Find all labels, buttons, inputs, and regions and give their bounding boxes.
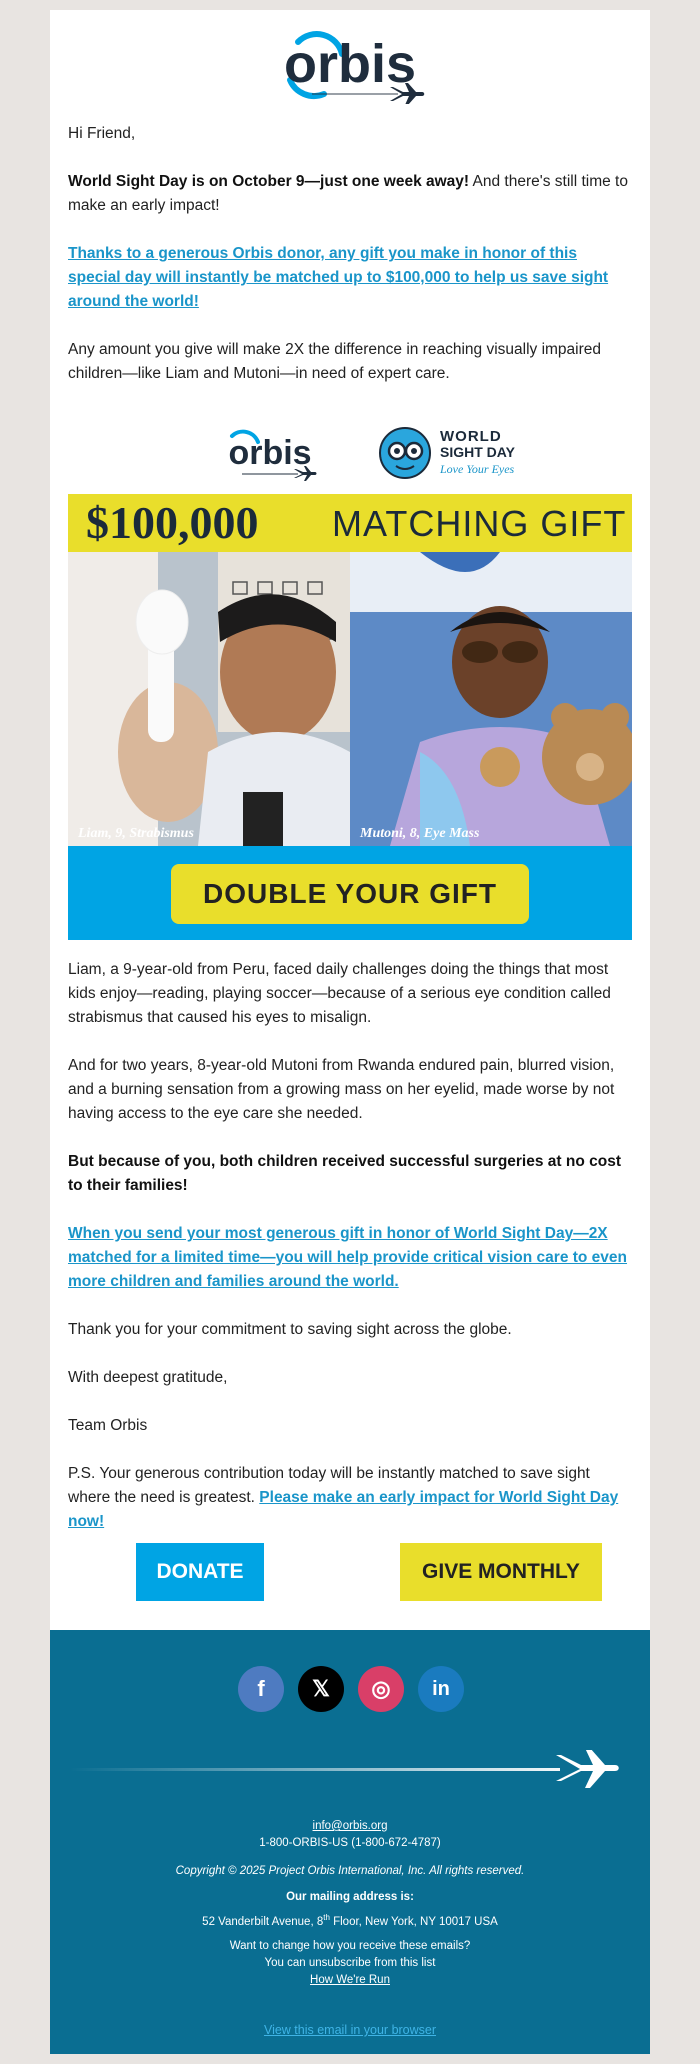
liam-paragraph: Liam, a 9-year-old from Peru, faced daily challenges doing the things that most kids enjoy—reading, playing soccer—because of a serious eye condition called strabismus that caused his eyes to misalign. — [68, 961, 611, 1026]
matching-gift-banner[interactable] — [68, 494, 632, 940]
match-paragraph — [68, 242, 632, 314]
banner-matching-label: MATCHING GIFT — [332, 503, 627, 544]
footer-email-link[interactable]: info@orbis.org — [312, 1820, 388, 1832]
ps-link[interactable]: Please make an early impact for World Sight Day now! — [68, 1489, 619, 1530]
intro-paragraph — [68, 170, 632, 218]
footer-mailing-label: Our mailing address is: — [286, 1891, 414, 1903]
footer-address: 52 Vanderbilt Avenue, 8th Floor, New York, NY 10017 USA — [202, 1913, 498, 1928]
email-body — [50, 10, 650, 2054]
orbis-logo-graphic — [50, 24, 650, 104]
linkedin-icon[interactable]: in — [418, 1666, 464, 1712]
footer-change-text: Want to change how you receive these emails? — [229, 1940, 471, 1952]
footer-unsubscribe-link[interactable]: You can unsubscribe from this list — [264, 1957, 436, 1969]
give-monthly-button[interactable]: GIVE MONTHLY — [400, 1543, 602, 1601]
send-gift-paragraph — [68, 1222, 632, 1294]
double-your-gift-button[interactable]: DOUBLE YOUR GIFT — [171, 864, 529, 924]
thanks-paragraph: Thank you for your commitment to saving sight across the globe. — [68, 1321, 512, 1338]
banner-header — [68, 494, 632, 552]
surgery-paragraph: But because of you, both children received successful surgeries at no cost to their families! — [68, 1153, 621, 1194]
banner-amount: $100,000 — [86, 497, 259, 548]
intro-bold: World Sight Day is on October 9—just one week away! — [68, 173, 470, 190]
logo-wordmark: orbis — [283, 34, 417, 94]
x-icon[interactable]: 𝕏 — [298, 1666, 344, 1712]
send-gift-link[interactable]: When you send your most generous gift in honor of World Sight Day—2X matched for a limited time—you will help provide critical vision care to even more children and families around the world. — [68, 1225, 628, 1290]
caption-liam: Liam, 9, Strabismus — [78, 826, 194, 841]
photo-mutoni — [350, 552, 632, 846]
signoff: With deepest gratitude, — [68, 1369, 228, 1386]
intro-rest: And there's still time to make an early impact! — [68, 173, 628, 214]
orbis-small-logo — [220, 424, 320, 482]
facebook-icon[interactable]: f — [238, 1666, 284, 1712]
ps-paragraph: P.S. Your generous contribution today will be instantly matched to save sight where the need is greatest. Please make an early impact for World Sight Day now! — [68, 1465, 619, 1530]
donate-button[interactable]: DONATE — [136, 1543, 264, 1601]
svg-text:orbis: orbis — [228, 434, 312, 472]
instagram-icon[interactable]: ◎ — [358, 1666, 404, 1712]
footer-how-run-link[interactable]: How We're Run — [310, 1974, 390, 1986]
plane-trail-graphic — [70, 1750, 630, 1790]
caption-mutoni: Mutoni, 8, Eye Mass — [360, 826, 480, 841]
team-signature: Team Orbis — [68, 1417, 148, 1434]
globe-glasses-icon — [378, 426, 432, 480]
world-sight-day-logo: WORLD SIGHT DAY Love Your Eyes — [378, 426, 528, 484]
greeting: Hi Friend, — [68, 125, 136, 142]
footer-phone: 1-800-ORBIS-US (1-800-672-4787) — [259, 1837, 441, 1849]
view-in-browser-link[interactable]: View this email in your browser — [263, 2023, 437, 2037]
mutoni-paragraph: And for two years, 8-year-old Mutoni from Rwanda endured pain, blurred vision, and a burning sensation from a growing mass on her eyelid, made worse by not having access to the eye care she needed. — [68, 1057, 615, 1122]
match-link[interactable]: Thanks to a generous Orbis donor, any gift you make in honor of this special day will instantly be matched up to $100,000 to help us save sight around the world! — [68, 245, 609, 310]
two-x-paragraph: Any amount you give will make 2X the difference in reaching visually impaired children—like Liam and Mutoni—in need of expert care. — [68, 341, 602, 382]
plane-icon — [556, 1750, 619, 1788]
photo-liam — [68, 552, 350, 846]
footer-copyright: Copyright © 2025 Project Orbis International, Inc. All rights reserved. — [175, 1865, 525, 1877]
footer — [50, 1630, 650, 2054]
orbis-logo[interactable] — [50, 24, 650, 104]
